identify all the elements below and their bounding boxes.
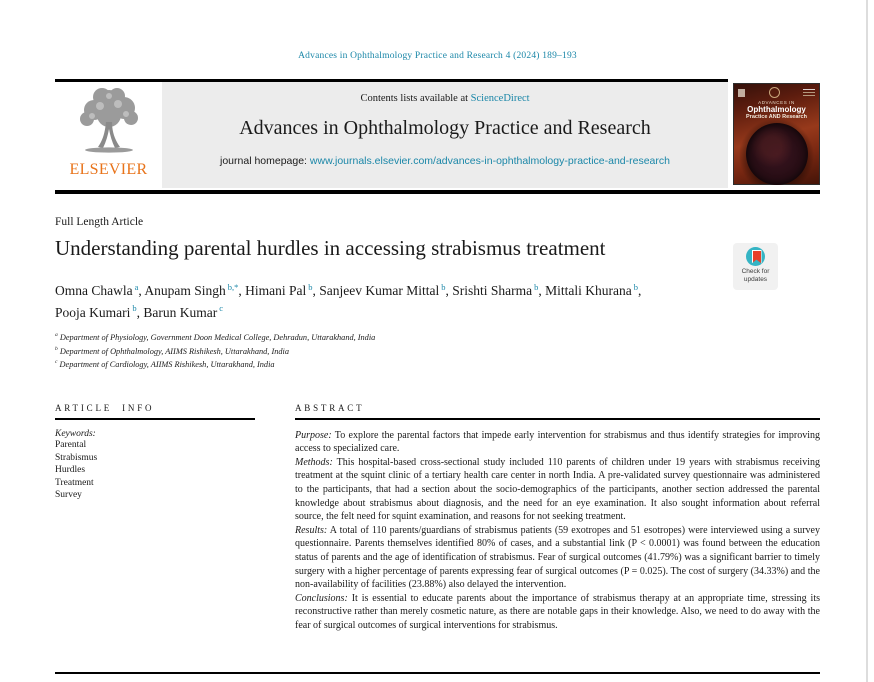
article-info-column [55, 403, 255, 502]
keyword: Hurdles [55, 465, 86, 476]
abstract-section-label: Results: [295, 524, 328, 536]
author-list [55, 280, 703, 323]
author [452, 283, 542, 298]
author [545, 283, 641, 298]
author-name: Mittali Khurana [545, 283, 632, 298]
abstract-section-label: Conclusions: [295, 592, 348, 604]
page-edge-shadow [866, 0, 868, 682]
affiliation-list [55, 331, 375, 372]
badge-line-2: updates [743, 276, 768, 284]
affiliation-sup: a [55, 332, 58, 338]
sciencedirect-link[interactable]: ScienceDirect [470, 93, 530, 104]
article-info-rule [55, 418, 255, 420]
author-affiliation-sup: b,* [227, 281, 239, 292]
author-affiliation-sup: b [308, 281, 313, 292]
elsevier-tree-icon [70, 84, 148, 156]
badge-line-1: Check for [741, 268, 770, 275]
contents-line-prefix: Contents lists available at [360, 93, 469, 104]
abstract-section-text: A total of 110 parents/guardians of strabismus patients (59 exotropes and 51 esotropes) were interviewed using a survey questionnaire. Parents themselves identified 80% of cases, and a substantial link (P < 0.0001) was found between the education status of parents and the age of identification of strabismus. Fear of surgical outcomes (41.79%) was a significant barrier to timely surgery with a higher percentage of parents expressing fear of surgical outcomes (P = 0.025). The cost of surgery (34.33%) and the non-availability of facilities (23.88%) also delayed the intervention. [295, 524, 820, 591]
abstract-section-label: Methods: [295, 456, 333, 468]
affiliation-sup: c [55, 359, 58, 366]
author-name: Omna Chawla [55, 283, 133, 298]
elsevier-wordmark: ELSEVIER [69, 161, 148, 178]
author-affiliation-sup: b [132, 303, 137, 314]
abstract-rule [295, 418, 820, 420]
author [319, 283, 449, 298]
journal-cover-thumbnail[interactable] [733, 83, 820, 185]
abstract-section-text: To explore the parental factors that impede early intervention for strabismus and thus identify strategies for improving access to specialized care. [295, 429, 820, 455]
cover-title-line: Ophthalmology [747, 105, 806, 114]
homepage-prefix: journal homepage: [220, 155, 307, 167]
abstract-conclusions [295, 592, 820, 633]
crossmark-icon [746, 247, 765, 266]
author-affiliation-sup: b [534, 281, 539, 292]
author-name: Anupam Singh [144, 283, 226, 298]
publisher-grid-icon [738, 89, 745, 97]
author-affiliation-sup: b [441, 281, 446, 292]
affiliation [55, 358, 375, 372]
abstract-section-text: It is essential to educate parents about the importance of strabismus therapy at an appropriate time, stressing its reconstructive rather than merely cosmetic nature, as there are notable gaps in their knowledge. Also, we need to do away with the fear of surgical outcomes of surgical interventions for strabismus. [295, 592, 820, 631]
abstract-heading: ABSTRACT [295, 403, 365, 413]
author [245, 283, 316, 298]
abstract-methods [295, 456, 820, 524]
journal-citation-link[interactable]: Advances in Ophthalmology Practice and Research 4 (2024) 189–193 [298, 51, 577, 61]
affiliation [55, 331, 375, 345]
journal-banner [162, 82, 728, 188]
abstract-section-text: This hospital-based cross-sectional study included 110 parents of children under 19 years with strabismus receiving treatment at the squint clinic of a tertiary health care center in north India. A pre-validated survey questionnaire was administered to the participants, that had a section about the socio-demographics of the participants, another section addressed the parental knowledge about strabismus about diagnosis, and the need for an eye examination. It also sought information about referral source, the felt need for squint examination, and reasons for not seeking treatment. [295, 456, 820, 523]
keyword: Treatment [55, 477, 94, 488]
abstract-section-label: Purpose: [295, 429, 332, 441]
homepage-line [162, 155, 728, 167]
affiliation-text: Department of Physiology, Government Doon Medical College, Dehradun, Uttarakhand, India [59, 332, 376, 342]
affiliation-text: Department of Ophthalmology, AIIMS Rishikesh, Uttarakhand, India [59, 346, 289, 356]
author-name: Himani Pal [245, 283, 307, 298]
abstract-bottom-rule [55, 672, 820, 674]
affiliation [55, 345, 375, 359]
contents-line [162, 93, 728, 104]
keywords-label: Keywords: [55, 429, 96, 439]
author-affiliation-sup: a [134, 281, 139, 292]
header-bottom-rule [55, 190, 820, 194]
article-info-heading: ARTICLE INFO [55, 403, 155, 413]
keyword: Strabismus [55, 452, 98, 463]
publisher-lines-icon [803, 89, 815, 97]
author-affiliation-sup: c [219, 303, 224, 314]
cover-series-label: ADVANCES IN [758, 100, 795, 105]
author [144, 283, 241, 298]
abstract-purpose [295, 429, 820, 456]
abstract-column [295, 403, 820, 633]
check-for-updates-button[interactable] [733, 243, 778, 290]
elsevier-logo[interactable] [55, 82, 162, 188]
article-type-label: Full Length Article [55, 216, 144, 228]
check-for-updates-label [733, 268, 778, 285]
journal-header [55, 82, 728, 188]
author [55, 283, 142, 298]
fundus-image [746, 123, 808, 185]
keyword: Parental [55, 440, 87, 450]
society-seal-icon [769, 87, 780, 98]
author-name: Sanjeev Kumar Mittal [319, 283, 440, 298]
cover-subtitle-line: Practice AND Research [746, 114, 807, 121]
affiliation-sup: b [55, 345, 58, 352]
author [143, 305, 223, 320]
author-name: Srishti Sharma [452, 283, 533, 298]
affiliation-text: Department of Cardiology, AIIMS Rishikesh, Uttarakhand, India [59, 360, 275, 370]
article-title: Understanding parental hurdles in accessing strabismus treatment [55, 236, 606, 260]
bookmark-icon [752, 250, 762, 264]
author-affiliation-sup: b [633, 281, 639, 292]
keyword: Survey [55, 490, 82, 501]
journal-title: Advances in Ophthalmology Practice and Research [239, 117, 651, 139]
author [55, 305, 140, 320]
author-name: Barun Kumar [143, 304, 218, 320]
abstract-results [295, 524, 820, 592]
cover-top-logos [734, 84, 819, 98]
journal-homepage-link[interactable]: www.journals.elsevier.com/advances-in-ophthalmology-practice-and-research [309, 155, 670, 167]
author-name: Pooja Kumari [55, 304, 131, 320]
